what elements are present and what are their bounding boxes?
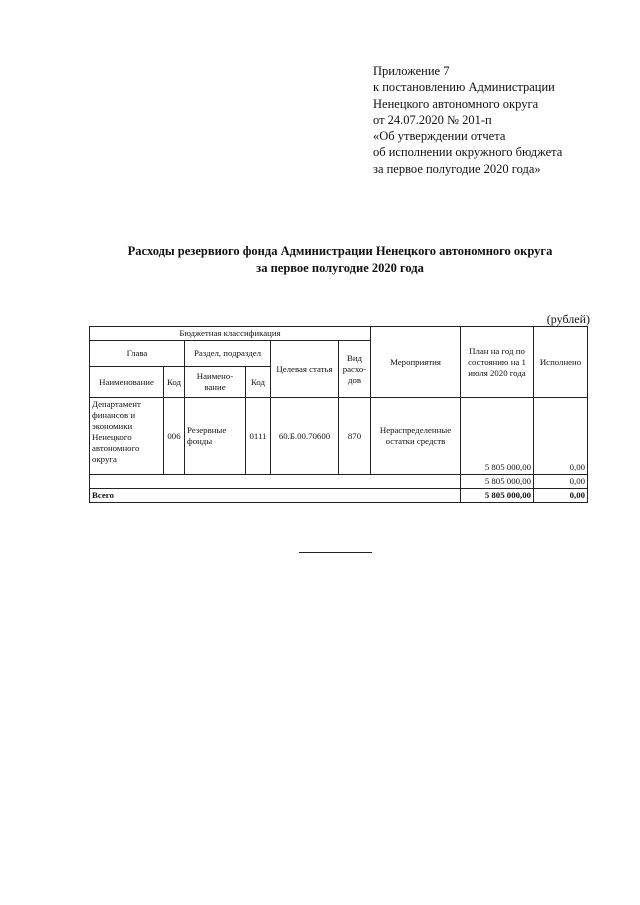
header-executed: Исполнено <box>534 327 588 398</box>
table-row <box>90 398 588 475</box>
header-section-code: Код <box>246 367 271 398</box>
title-line-1: Расходы резервиого фонда Администрации Ненецкого автономного округа <box>127 244 553 258</box>
appendix-line: от 24.07.2020 № 201-п <box>373 112 492 127</box>
header-budget-classification: Бюджетная классификация <box>90 327 371 341</box>
cell-target-article: 60.Б.00.70600 <box>271 398 339 475</box>
total-row <box>90 489 588 503</box>
header-section-name: Наимено-вание <box>185 367 246 398</box>
subtotal-plan: 5 805 000,00 <box>461 475 534 489</box>
separator-line <box>299 552 372 553</box>
unit-label: (рублей) <box>546 312 590 326</box>
cell-expense-type: 870 <box>339 398 371 475</box>
cell-chapter-code: 006 <box>164 398 185 475</box>
header-plan: План на год по состоянию на 1 июля 2020 года <box>461 327 534 398</box>
appendix-line: за первое полугодие 2020 года» <box>373 161 541 176</box>
appendix-line: «Об утверждении отчета <box>373 129 506 144</box>
header-chapter-code: Код <box>164 367 185 398</box>
cell-plan: 5 805 000,00 <box>461 398 534 475</box>
title-line-2: за первое полугодие 2020 года <box>256 261 424 275</box>
appendix-header <box>373 63 633 177</box>
cell-chapter-name: Департамент финансов и экономики Ненецкого автономного округа <box>90 398 164 475</box>
cell-section-name: Резервные фонды <box>185 398 246 475</box>
total-plan: 5 805 000,00 <box>461 489 534 503</box>
header-target-article: Целевая статья <box>271 341 339 398</box>
expenses-table <box>89 326 588 503</box>
header-chapter: Глава <box>90 341 185 367</box>
header-chapter-name: Наименование <box>90 367 164 398</box>
appendix-line: к постановлению Администрации <box>373 80 555 95</box>
appendix-line: Ненецкого автономного округа <box>373 96 539 111</box>
total-label: Всего <box>90 489 461 503</box>
subtotal-label-cell <box>90 475 461 489</box>
header-measures: Мероприятия <box>371 327 461 398</box>
document-title <box>60 243 620 277</box>
appendix-line: об исполнении окружного бюджета <box>373 145 563 160</box>
header-expense-type: Вид расхо-дов <box>339 341 371 398</box>
total-executed: 0,00 <box>534 489 588 503</box>
cell-executed: 0,00 <box>534 398 588 475</box>
header-section: Раздел, подраздел <box>185 341 271 367</box>
subtotal-row <box>90 475 588 489</box>
appendix-line: Приложение 7 <box>373 64 450 78</box>
cell-measure: Нераспределенные остатки средств <box>371 398 461 475</box>
cell-section-code: 0111 <box>246 398 271 475</box>
subtotal-executed: 0,00 <box>534 475 588 489</box>
